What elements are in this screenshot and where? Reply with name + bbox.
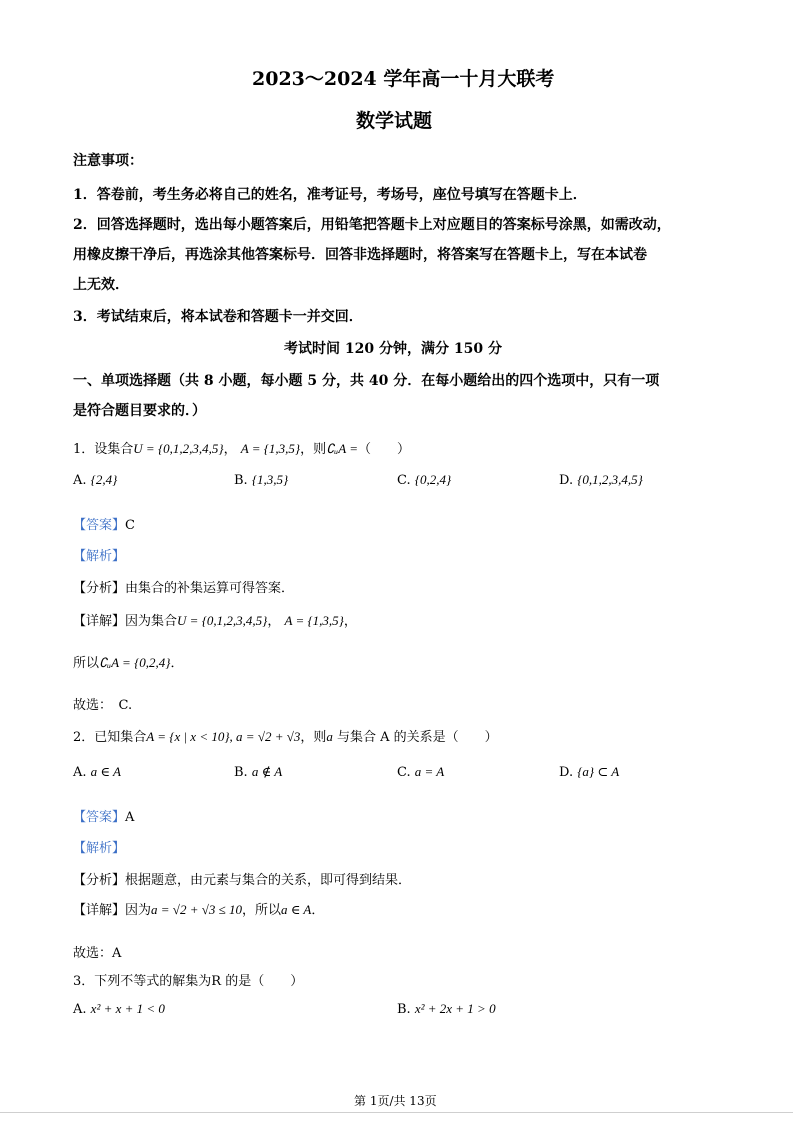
page-subtitle: 数学试题 [356,110,433,132]
q3-option-b [397,1001,496,1017]
q1-detail-tag: 【详解】 [73,614,126,629]
exam-time: 考试时间 120 分钟，满分 150 分 [284,341,502,357]
page-title: 2023～2024 学年高一十月大联考 [252,68,555,90]
q1-stem-suffix: ，则 [300,442,327,457]
notice-item-1: 1．答卷前，考生务必将自己的姓名，准考证号，考场号，座位号填写在答题卡上． [73,187,587,203]
q1-set-u: U = {0,1,2,3,4,5} [133,441,224,456]
q2-stem-prefix: 2．已知集合 [73,730,147,745]
q2-choose: 故选：A [73,946,122,961]
q1-answer-value: C [125,518,135,533]
q2-stem [73,726,498,745]
q2-stem-math: A = {x | x < 10}, a = √2 + √3 [146,729,301,744]
q1-option-b [234,472,288,488]
q2-option-d-value: {a} ⊂ A [577,764,620,779]
q1-so-end: ． [170,656,184,671]
q1-answer-tag: 【答案】 [73,518,126,533]
q2-detail-math2: a ∈ A [281,902,312,917]
q2-option-b [234,764,282,780]
q1-complement: ∁ᵤA = [326,441,358,456]
q2-detail-tag: 【详解】 [73,903,126,918]
q1-answer [73,514,135,533]
q2-detail [73,899,324,918]
q1-detail-sep: ， [267,614,281,629]
q1-conclusion [73,652,184,671]
section-heading-line-1: 一、单项选择题（共 8 小题，每小题 5 分，共 40 分．在每小题给出的四个选项中，只有一项 [73,373,660,389]
q1-detail-a: A = {1,3,5} [284,613,344,628]
q1-stem [73,438,410,457]
q1-option-a-value: {2,4} [90,472,118,487]
q2-answer-tag: 【答案】 [73,810,126,825]
q2-fenxi-text: 根据题意，由元素与集合的关系，即可得到结果． [125,873,412,888]
q3-option-a [73,1001,165,1017]
q1-option-d [559,472,643,488]
q3-option-b-letter: B. [397,1002,411,1017]
q1-choose: 故选： C. [73,698,133,713]
q2-option-c-letter: C. [397,765,411,780]
notice-item-2-line-2: 用橡皮擦干净后，再选涂其他答案标号．回答非选择题时，将答案写在答题卡上，写在本试卷 [73,247,647,263]
q1-option-d-letter: D. [559,473,574,488]
q1-option-c-letter: C. [397,473,411,488]
page-number: 第 1页/共 13页 [354,1094,437,1108]
q2-option-d-letter: D. [559,765,574,780]
section-heading-line-2: 是符合题目要求的．） [73,403,206,419]
q1-option-d-value: {0,1,2,3,4,5} [577,472,643,487]
q3-stem-prefix: 3．下列不等式的解集为 [73,974,212,989]
q2-detail-mid: ，所以 [241,903,281,918]
q2-stem-a: a [326,729,333,744]
q2-option-a [73,764,121,780]
q1-so-prefix: 所以 [73,656,100,671]
q2-option-b-value: a ∉ A [251,764,283,779]
q1-paren: （ ） [357,442,410,457]
q1-option-b-value: {1,3,5} [251,472,289,487]
q1-detail [73,610,357,629]
q2-detail-prefix: 因为 [125,903,152,918]
q1-option-c [397,472,451,488]
notice-heading: 注意事项： [73,153,143,169]
q2-answer-value: A [125,810,135,825]
q3-stem-suffix: 的是（ ） [225,974,304,989]
q1-option-a [73,472,117,488]
q2-stem-mid: ，则 [300,730,327,745]
notice-item-2-line-1: 2．回答选择题时，选出每小题答案后，用铅笔把答题卡上对应题目的答案标号涂黑，如需改动， [73,217,671,233]
q1-fenxi-text: 由集合的补集运算可得答案． [125,581,295,596]
q1-set-a: A = {1,3,5} [240,441,301,456]
q1-option-a-letter: A. [73,473,87,488]
q2-analysis-tag: 【解析】 [73,841,126,856]
q2-option-c [397,764,444,780]
q2-option-d [559,764,619,780]
q3-option-a-value: x² + x + 1 < 0 [90,1001,165,1016]
q1-fenxi-tag: 【分析】 [73,581,126,596]
notice-item-2-line-3: 上无效． [73,277,129,293]
q2-option-a-value: a ∈ A [90,764,122,779]
q2-stem-suffix: 与集合 A 的关系是（ ） [337,730,498,745]
q2-option-b-letter: B. [234,765,248,780]
q2-option-c-value: a = A [414,764,445,779]
q1-stem-prefix: 1．设集合 [73,442,134,457]
bottom-divider [0,1112,793,1113]
q1-detail-end: ， [343,614,357,629]
q3-stem [73,970,303,989]
q1-sep: ， [223,442,237,457]
notice-item-3: 3．考试结束后，将本试卷和答题卡一并交回． [73,309,363,325]
q1-option-c-value: {0,2,4} [414,472,452,487]
q1-detail-u: U = {0,1,2,3,4,5} [177,613,268,628]
q1-option-b-letter: B. [234,473,248,488]
q3-stem-r: R [211,974,222,989]
q1-analysis-tag: 【解析】 [73,549,126,564]
q3-option-a-letter: A. [73,1002,87,1017]
q2-answer [73,806,134,825]
q3-option-b-value: x² + 2x + 1 > 0 [414,1001,496,1016]
q2-option-a-letter: A. [73,765,87,780]
q1-so-math: ∁ᵤA = {0,2,4} [99,655,171,670]
q2-detail-math: a = √2 + √3 ≤ 10 [151,902,242,917]
q2-fenxi [73,869,411,888]
q1-detail-prefix: 因为集合 [125,614,178,629]
q2-detail-end: ． [311,903,325,918]
q1-fenxi [73,577,294,596]
q2-fenxi-tag: 【分析】 [73,873,126,888]
